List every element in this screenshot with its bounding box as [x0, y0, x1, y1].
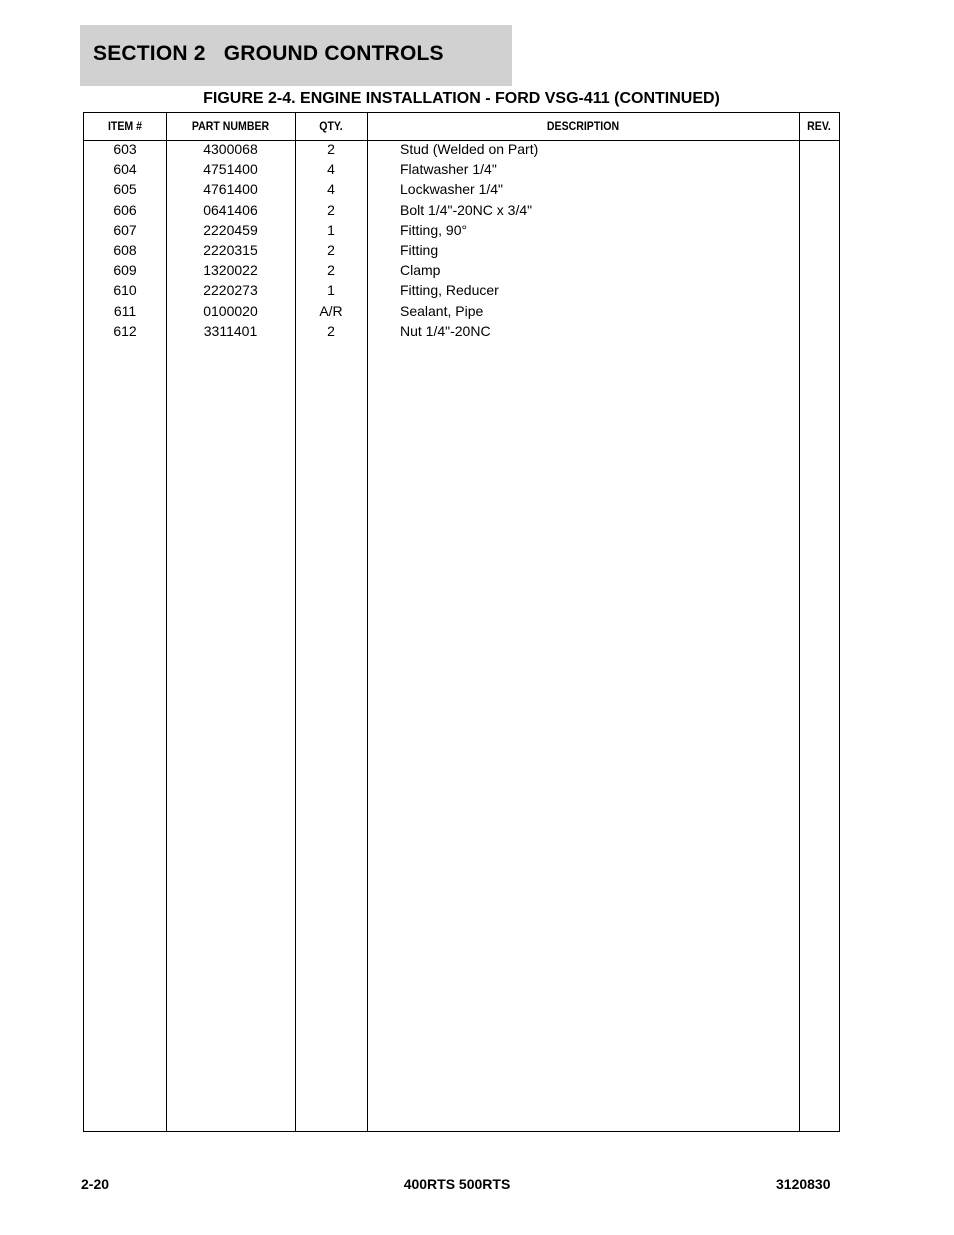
- section-title: SECTION 2 GROUND CONTROLS: [93, 42, 444, 65]
- figure-title: FIGURE 2-4. ENGINE INSTALLATION - FORD VSG-411 (CONTINUED): [203, 90, 720, 107]
- item-number-cell: 605: [113, 181, 137, 198]
- description-cell: Clamp: [400, 262, 441, 279]
- quantity-cell: 1: [327, 221, 335, 238]
- parts-table: [83, 112, 840, 1132]
- table-row: [84, 303, 839, 323]
- part-number-cell: 2220459: [203, 221, 258, 238]
- part-number-cell: 4300068: [203, 141, 258, 157]
- quantity-cell: 2: [327, 141, 335, 157]
- item-number-cell: 610: [113, 282, 137, 299]
- header-description: DESCRIPTION: [546, 119, 620, 133]
- description-cell: Fitting, 90°: [400, 221, 468, 238]
- table-row: [84, 323, 839, 343]
- quantity-cell: 2: [327, 262, 335, 279]
- item-number-cell: 609: [113, 262, 137, 279]
- quantity-cell: 2: [327, 241, 335, 258]
- quantity-cell: A/R: [319, 302, 343, 319]
- part-number-cell: 3311401: [203, 322, 258, 339]
- description-cell: Bolt 1/4"-20NC x 3/4": [400, 201, 533, 218]
- page-number: 2-20: [81, 1176, 110, 1192]
- item-number-cell: 603: [113, 141, 137, 157]
- quantity-cell: 2: [327, 201, 335, 218]
- table-row: [84, 222, 839, 242]
- quantity-cell: 2: [327, 322, 335, 339]
- item-number-cell: 612: [113, 322, 137, 339]
- item-number-cell: 608: [113, 241, 137, 258]
- item-number-cell: 607: [113, 221, 137, 238]
- header-item: ITEM #: [107, 119, 143, 133]
- model-names: 400RTS 500RTS: [403, 1176, 511, 1192]
- description-cell: Fitting, Reducer: [400, 282, 499, 299]
- table-row: [84, 141, 839, 161]
- description-cell: Fitting: [400, 241, 439, 258]
- item-number-cell: 606: [113, 201, 137, 218]
- table-body: [84, 141, 839, 343]
- header-part-number: PART NUMBER: [191, 119, 270, 133]
- quantity-cell: 4: [327, 161, 335, 178]
- table-header: [84, 113, 839, 141]
- quantity-cell: 4: [327, 181, 335, 198]
- description-cell: Nut 1/4"-20NC: [400, 322, 491, 339]
- part-number-cell: 2220273: [203, 282, 258, 299]
- description-cell: Sealant, Pipe: [400, 302, 484, 319]
- part-number-cell: 1320022: [203, 262, 258, 279]
- table-row: [84, 242, 839, 262]
- description-cell: Flatwasher 1/4": [400, 161, 497, 178]
- item-number-cell: 611: [113, 302, 137, 319]
- item-number-cell: 604: [113, 161, 137, 178]
- description-cell: Lockwasher 1/4": [400, 181, 504, 198]
- table-row: [84, 181, 839, 201]
- table-row: [84, 262, 839, 282]
- table-row: [84, 161, 839, 181]
- document-number: 3120830: [776, 1176, 831, 1192]
- part-number-cell: 4761400: [203, 181, 258, 198]
- table-row: [84, 202, 839, 222]
- table-row: [84, 282, 839, 302]
- part-number-cell: 2220315: [203, 241, 258, 258]
- part-number-cell: 0100020: [203, 302, 258, 319]
- quantity-cell: 1: [327, 282, 335, 299]
- header-qty: QTY.: [319, 119, 343, 133]
- description-cell: Stud (Welded on Part): [400, 141, 539, 157]
- header-rev: REV.: [807, 119, 831, 133]
- part-number-cell: 4751400: [203, 161, 258, 178]
- section-banner: [80, 25, 512, 86]
- part-number-cell: 0641406: [203, 201, 258, 218]
